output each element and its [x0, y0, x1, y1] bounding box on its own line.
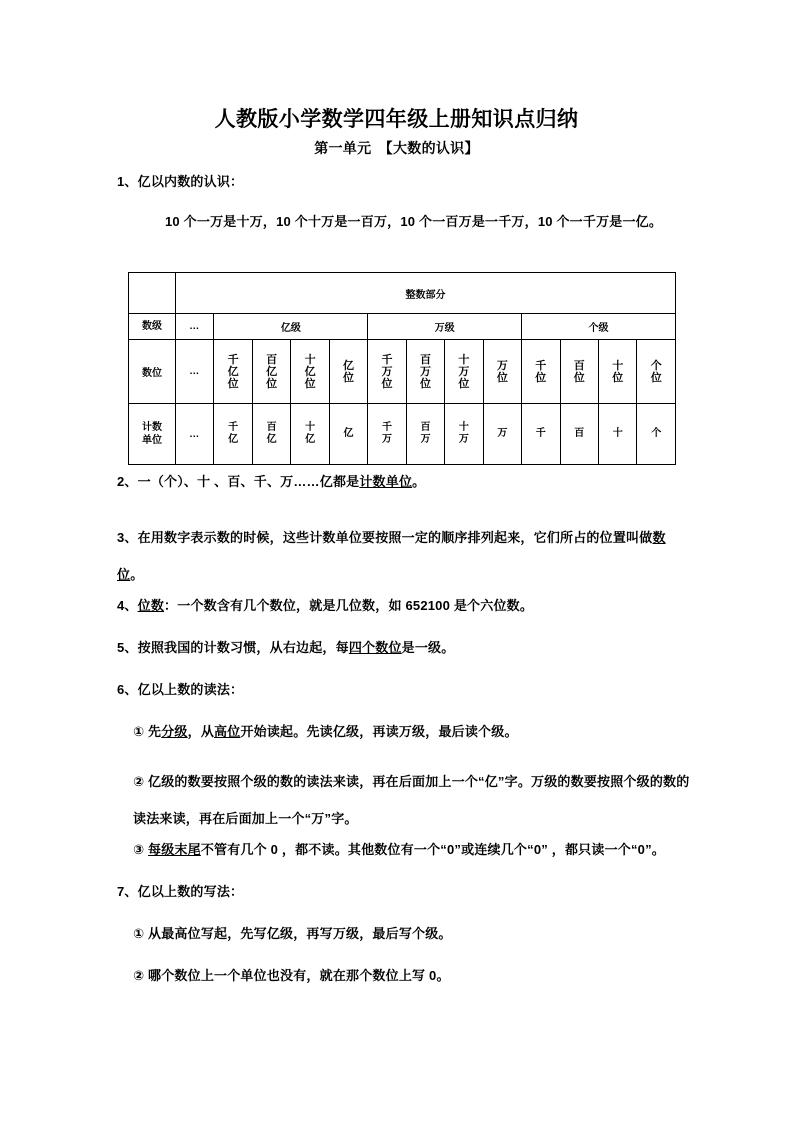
unit-cell-0 [214, 404, 252, 465]
position-text-9: 百 位 [573, 359, 585, 384]
page-subtitle: 第一单元 【大数的认识】 [314, 140, 479, 156]
table-corner-cell [129, 273, 176, 314]
level-cell-wan: 万级 [368, 314, 522, 340]
section-4-text: 4、位数：一个数含有几个数位，就是几位数，如 652100 是个六位数。 [117, 598, 534, 613]
position-cell-7 [483, 340, 521, 404]
unit-cell-1 [252, 404, 290, 465]
section-5-text: 5、按照我国的计数习惯，从右边起，每四个数位是一级。 [117, 640, 455, 655]
position-text-5: 百 万 位 [419, 353, 431, 390]
position-cell-0 [214, 340, 252, 404]
table-row-header [129, 273, 676, 314]
position-cell-2 [291, 340, 329, 404]
unit-ellipsis-cell: … [176, 404, 214, 465]
section-6-heading: 6、亿以上数的读法： [117, 682, 244, 697]
unit-cell-4 [368, 404, 406, 465]
unit-cell-7 [483, 404, 521, 465]
level-cell-ge: 个级 [522, 314, 676, 340]
table-row-positions [129, 340, 676, 404]
section-6-point-1: ① 先分级，从高位开始读起。先读亿级，再读万级，最后读个级。 [133, 724, 518, 739]
position-text-0: 千 亿 位 [227, 353, 239, 390]
table-row-levels [129, 314, 676, 340]
position-text-2: 十 亿 位 [304, 353, 316, 390]
unit-cell-2 [291, 404, 329, 465]
section-6-point-2: ② 亿级的数要按照个级的数的读法来读，再在后面加上一个“亿”字。万级的数要按照个级的数的读法来读，再在后面加上一个“万”字。 [133, 774, 690, 826]
section-1-example: 10 个一万是十万，10 个十万是一百万，10 个一百万是一千万，10 个一千万是一亿。 [165, 214, 663, 229]
section-7-point-1: ① 从最高位写起，先写亿级，再写万级，最后写个级。 [133, 926, 452, 941]
section-6-point-3: ③ 每级末尾不管有几个 0 ，都不读。其他数位有一个“0”或连续几个“0” ，都只读一个“0”。 [133, 842, 665, 857]
position-text-7: 万 位 [496, 359, 508, 384]
unit-text-3: 亿 [343, 428, 354, 439]
level-ellipsis-cell: … [176, 314, 214, 340]
unit-cell-6 [445, 404, 483, 465]
row-label-unit: 计数 单位 [129, 404, 176, 465]
unit-text-2: 十 亿 [305, 422, 316, 445]
unit-cell-8 [522, 404, 560, 465]
table-header-integer-part: 整数部分 [176, 273, 676, 314]
position-cell-8 [522, 340, 560, 404]
unit-cell-10 [598, 404, 636, 465]
position-cell-6 [445, 340, 483, 404]
place-value-table [128, 272, 676, 465]
section-7-point-2: ② 哪个数位上一个单位也没有，就在那个数位上写 0。 [133, 968, 450, 983]
position-text-10: 十 位 [612, 359, 624, 384]
level-cell-yi: 亿级 [214, 314, 368, 340]
page-title: 人教版小学数学四年级上册知识点归纳 [214, 108, 579, 131]
position-cell-1 [252, 340, 290, 404]
unit-text-7: 万 [497, 428, 508, 439]
unit-text-1: 百 亿 [266, 422, 277, 445]
section-1-heading: 1、亿以内数的认识： [117, 174, 244, 189]
unit-text-0: 千 亿 [228, 422, 239, 445]
unit-text-6: 十 万 [458, 422, 469, 445]
unit-text-5: 百 万 [420, 422, 431, 445]
unit-cell-9 [560, 404, 598, 465]
position-cell-11 [637, 340, 676, 404]
unit-cell-5 [406, 404, 444, 465]
position-cell-4 [368, 340, 406, 404]
unit-text-9: 百 [574, 428, 585, 439]
place-value-table-wrap [128, 272, 676, 465]
position-text-4: 千 万 位 [381, 353, 393, 390]
unit-cell-3 [329, 404, 367, 465]
position-ellipsis-cell: … [176, 340, 214, 404]
table-row-units [129, 404, 676, 465]
section-2-text: 2、一（个）、十 、百、千、万……亿都是计数单位。 [117, 474, 426, 489]
unit-text-10: 十 [612, 428, 623, 439]
unit-text-4: 千 万 [381, 422, 392, 445]
row-label-position: 数位 [129, 340, 176, 404]
position-text-8: 千 位 [535, 359, 547, 384]
unit-text-8: 千 [535, 428, 546, 439]
section-3-text: 3、在用数字表示数的时候，这些计数单位要按照一定的顺序排列起来，它们所占的位置叫做数位。 [117, 530, 666, 582]
position-cell-9 [560, 340, 598, 404]
position-text-1: 百 亿 位 [266, 353, 278, 390]
position-cell-5 [406, 340, 444, 404]
unit-cell-11 [637, 404, 676, 465]
position-cell-10 [598, 340, 636, 404]
position-text-6: 十 万 位 [458, 353, 470, 390]
section-7-heading: 7、亿以上数的写法： [117, 884, 244, 899]
position-text-11: 个 位 [650, 359, 662, 384]
unit-text-11: 个 [651, 428, 662, 439]
position-text-3: 亿 位 [343, 359, 355, 384]
row-label-level: 数级 [129, 314, 176, 340]
position-cell-3 [329, 340, 367, 404]
